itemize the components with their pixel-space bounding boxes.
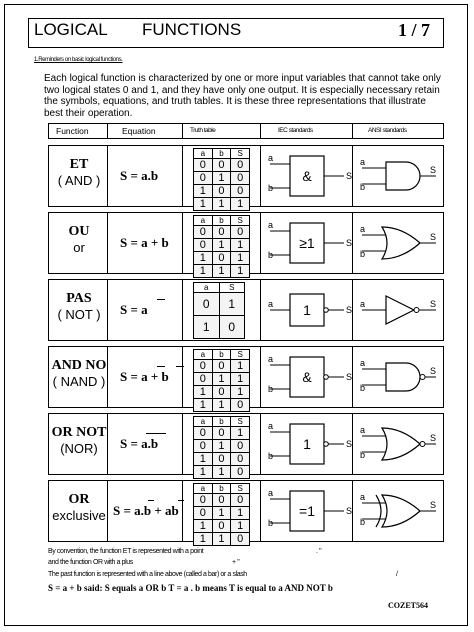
truth-table-cell: 0 — [194, 427, 213, 440]
ansi-gate-body — [386, 296, 414, 324]
truth-table-cell: 1 — [194, 533, 213, 546]
truth-table-cell: 1 — [212, 198, 231, 211]
truth-table-cell: 1 — [194, 399, 213, 412]
truth-table — [193, 349, 250, 412]
gate-pin-label: b — [360, 249, 366, 259]
gate-pin-label: S — [346, 439, 353, 449]
function-alias: ( NOT ) — [57, 307, 101, 322]
truth-table-row — [194, 466, 250, 479]
truth-table-header: a — [194, 149, 213, 159]
truth-table-header: a — [194, 350, 213, 360]
gate-pin-label: a — [268, 299, 274, 309]
truth-table-cell: 0 — [194, 440, 213, 453]
row-divider — [182, 212, 183, 274]
row-divider — [260, 346, 261, 408]
truth-table-cell: 1 — [231, 239, 250, 252]
function-name: OU — [68, 224, 90, 239]
truth-table-cell: 0 — [194, 239, 213, 252]
truth-table-cell: 0 — [212, 427, 231, 440]
truth-table-header: S — [231, 417, 250, 427]
truth-table-cell: 0 — [231, 159, 250, 172]
document-code: COZET564 — [388, 601, 429, 610]
negation-bar — [148, 500, 154, 501]
column-header-function: Function — [56, 126, 89, 136]
truth-table-row — [194, 453, 250, 466]
truth-table-cell: 0 — [194, 226, 213, 239]
iec-gate-label: 1 — [303, 436, 311, 452]
gate-pin-label: S — [346, 238, 353, 248]
truth-table-cell: 0 — [194, 507, 213, 520]
truth-table-cell: 0 — [231, 399, 250, 412]
gate-pin-label: b — [360, 383, 366, 393]
gate-pin-label: S — [346, 171, 353, 181]
function-equation: S = a + b — [120, 235, 169, 250]
footer-note-not-mark: / — [396, 571, 398, 578]
truth-table-cell: 1 — [231, 265, 250, 278]
function-name: AND NO — [51, 358, 107, 373]
truth-table-cell: 1 — [212, 399, 231, 412]
footer-note-and-mark: . " — [316, 548, 322, 555]
truth-table-cell: 1 — [231, 520, 250, 533]
ansi-gate-body — [382, 495, 420, 527]
function-alias: ( AND ) — [57, 173, 101, 188]
truth-table-header: S — [231, 350, 250, 360]
function-equation: S = a.b — [120, 436, 159, 451]
function-equation: S = a + b — [120, 369, 169, 384]
footer-example: S = a + b said: S equals a OR b T = a . b means T is equal to a AND NOT b — [48, 583, 333, 593]
truth-table-cell: 1 — [231, 373, 250, 386]
negation-bubble — [324, 308, 329, 313]
gate-pin-label: S — [346, 372, 353, 382]
row-divider — [182, 346, 183, 408]
truth-table-cell: 0 — [212, 252, 231, 265]
function-name: ET — [69, 157, 89, 172]
page-title-functions: FUNCTIONS — [142, 20, 242, 39]
row-divider — [260, 279, 261, 341]
truth-table-cell: 1 — [212, 507, 231, 520]
column-header-truth-table: Truth table — [190, 127, 216, 134]
gate-pin-label: a — [268, 153, 274, 163]
truth-table-row — [194, 399, 250, 412]
truth-table-row — [194, 185, 250, 198]
truth-table-cell: 1 — [194, 252, 213, 265]
footer-note-and: By convention, the function ET is represented with a point — [48, 548, 204, 555]
truth-table-cell: 1 — [194, 386, 213, 399]
truth-table-header: a — [194, 484, 213, 494]
truth-table-header: S — [231, 216, 250, 226]
truth-table-row — [194, 159, 250, 172]
gate-pin-label: S — [346, 305, 353, 315]
section-title: 1.Reminders on basic logical functions. — [34, 57, 123, 63]
truth-table-header: a — [194, 216, 213, 226]
truth-table-row — [194, 252, 250, 265]
truth-table-header: a — [194, 417, 213, 427]
truth-table-cell: 0 — [212, 360, 231, 373]
iec-gate-symbol — [264, 347, 354, 407]
truth-table-cell: 1 — [194, 198, 213, 211]
gate-pin-label: a — [360, 492, 366, 502]
truth-table-cell: 0 — [219, 316, 245, 339]
truth-table-cell: 1 — [231, 360, 250, 373]
footer-note-or-mark: + " — [232, 559, 240, 566]
truth-table-cell: 1 — [231, 427, 250, 440]
iec-gate-label: 1 — [303, 302, 311, 318]
truth-table-cell: 1 — [212, 533, 231, 546]
ansi-gate-body — [382, 428, 420, 460]
truth-table — [193, 215, 250, 278]
function-alias: exclusive — [52, 508, 106, 523]
truth-table-row — [194, 316, 245, 339]
truth-table-cell: 0 — [212, 520, 231, 533]
ansi-gate-symbol — [356, 347, 446, 407]
negation-bar — [154, 433, 166, 434]
ansi-gate-symbol — [356, 481, 446, 541]
truth-table-header: a — [194, 283, 220, 293]
negation-bubble — [414, 308, 419, 313]
gate-pin-label: b — [268, 518, 274, 528]
truth-table-cell: 1 — [231, 252, 250, 265]
row-divider — [182, 279, 183, 341]
function-equation: S = a — [120, 302, 148, 317]
gate-pin-label: a — [360, 299, 366, 309]
ansi-gate-body — [386, 162, 420, 190]
truth-table-cell: 1 — [212, 265, 231, 278]
ansi-gate-body — [386, 363, 420, 391]
truth-table-row — [194, 507, 250, 520]
truth-table-cell: 0 — [231, 440, 250, 453]
truth-table-row — [194, 373, 250, 386]
gate-pin-label: S — [430, 433, 437, 443]
gate-pin-label: a — [360, 425, 366, 435]
ansi-gate-symbol — [356, 213, 446, 273]
truth-table-cell: 0 — [194, 494, 213, 507]
truth-table-cell: 1 — [212, 239, 231, 252]
truth-table-header: S — [231, 149, 250, 159]
truth-table-row — [194, 226, 250, 239]
truth-table-cell: 0 — [194, 373, 213, 386]
gate-pin-label: b — [268, 451, 274, 461]
negation-bar — [157, 299, 165, 300]
function-alias: ( NAND ) — [52, 374, 106, 389]
gate-pin-label: S — [430, 165, 437, 175]
truth-table-row — [194, 172, 250, 185]
iec-gate-label: =1 — [299, 503, 315, 519]
ansi-gate-symbol — [356, 414, 446, 474]
negation-bubble — [420, 442, 425, 447]
gate-pin-label: a — [360, 358, 366, 368]
gate-pin-label: a — [360, 224, 366, 234]
iec-gate-label: & — [302, 168, 312, 184]
truth-table-row — [194, 520, 250, 533]
row-divider — [260, 212, 261, 274]
iec-gate-symbol — [264, 146, 354, 206]
column-header-equation: Equation — [122, 126, 156, 136]
negation-bubble — [324, 442, 329, 447]
negation-bar — [157, 366, 165, 367]
truth-table-cell: 1 — [212, 373, 231, 386]
truth-table — [193, 282, 245, 339]
gate-pin-label: b — [360, 450, 366, 460]
truth-table-cell: 0 — [212, 185, 231, 198]
truth-table-header: b — [212, 350, 231, 360]
gate-pin-label: S — [346, 506, 353, 516]
truth-table-cell: 1 — [231, 507, 250, 520]
gate-pin-label: a — [268, 421, 274, 431]
ansi-gate-symbol — [356, 146, 446, 206]
gate-pin-label: b — [360, 182, 366, 192]
truth-table-header: b — [212, 484, 231, 494]
truth-table-cell: 1 — [219, 293, 245, 316]
truth-table-cell: 0 — [212, 159, 231, 172]
row-divider — [182, 145, 183, 207]
gate-pin-label: b — [268, 183, 274, 193]
iec-gate-symbol — [264, 280, 354, 340]
truth-table-header: S — [231, 484, 250, 494]
truth-table-cell: 0 — [212, 226, 231, 239]
row-divider — [260, 413, 261, 475]
iec-gate-symbol — [264, 481, 354, 541]
truth-table-cell: 0 — [212, 386, 231, 399]
column-divider — [260, 123, 261, 139]
gate-pin-label: S — [430, 299, 437, 309]
truth-table-cell: 1 — [194, 185, 213, 198]
truth-table-row — [194, 533, 250, 546]
gate-pin-label: a — [360, 157, 366, 167]
truth-table-row — [194, 427, 250, 440]
truth-table-cell: 1 — [194, 316, 220, 339]
iec-gate-symbol — [264, 414, 354, 474]
truth-table-cell: 1 — [231, 198, 250, 211]
truth-table-cell: 1 — [231, 386, 250, 399]
truth-table-cell: 0 — [194, 172, 213, 185]
column-header-iec: IEC standards — [278, 127, 313, 134]
truth-table-cell: 1 — [212, 440, 231, 453]
xor-input-curve — [376, 495, 381, 527]
row-divider — [182, 413, 183, 475]
truth-table — [193, 416, 250, 479]
column-divider — [182, 123, 183, 139]
page-number: 1 / 7 — [398, 20, 431, 40]
truth-table-cell: 0 — [194, 360, 213, 373]
truth-table-cell: 0 — [212, 453, 231, 466]
iec-gate-label: & — [302, 369, 312, 385]
gate-pin-label: b — [268, 384, 274, 394]
gate-pin-label: a — [268, 488, 274, 498]
truth-table-cell: 1 — [212, 172, 231, 185]
function-alias: (NOR) — [60, 441, 98, 456]
truth-table-cell: 0 — [231, 185, 250, 198]
row-divider — [260, 480, 261, 542]
function-equation: S = a.b + ab — [113, 503, 179, 518]
truth-table-cell: 0 — [212, 494, 231, 507]
page-title: LOGICAL — [34, 20, 108, 39]
truth-table-cell: 0 — [231, 226, 250, 239]
gate-pin-label: a — [268, 220, 274, 230]
gate-pin-label: S — [430, 366, 437, 376]
negation-bar — [178, 500, 184, 501]
intro-paragraph: Each logical function is characterized by one or more input variables that cannot take only two logical states 0 and 1, and they have only one output. It is especially necessary retain the symbols, equations, and truth tables. It is these three representations that illustrate best their operation. — [44, 73, 441, 120]
truth-table-cell: 0 — [231, 172, 250, 185]
truth-table-cell: 0 — [194, 293, 220, 316]
column-divider — [107, 123, 108, 139]
truth-table-header: b — [212, 149, 231, 159]
gate-pin-label: b — [360, 517, 366, 527]
truth-table-row — [194, 239, 250, 252]
row-divider — [260, 145, 261, 207]
gate-pin-label: b — [268, 250, 274, 260]
truth-table-header: b — [212, 417, 231, 427]
ansi-gate-body — [382, 227, 420, 259]
truth-table-row — [194, 494, 250, 507]
function-alias: or — [73, 240, 85, 255]
function-name: OR NOT — [51, 425, 107, 440]
truth-table — [193, 148, 250, 211]
truth-table-row — [194, 440, 250, 453]
truth-table-cell: 0 — [231, 453, 250, 466]
gate-pin-label: a — [268, 354, 274, 364]
row-divider — [182, 480, 183, 542]
truth-table-cell: 0 — [231, 494, 250, 507]
truth-table-row — [194, 386, 250, 399]
truth-table-cell: 1 — [194, 520, 213, 533]
truth-table-header: b — [212, 216, 231, 226]
truth-table-cell: 1 — [194, 466, 213, 479]
ansi-gate-symbol — [356, 280, 446, 340]
negation-bubble — [420, 375, 425, 380]
truth-table-cell: 1 — [212, 466, 231, 479]
column-header-ansi: ANSI standards — [368, 127, 407, 134]
negation-bubble — [324, 375, 329, 380]
iec-gate-symbol — [264, 213, 354, 273]
truth-table-cell: 0 — [231, 533, 250, 546]
truth-table-cell: 1 — [194, 453, 213, 466]
gate-pin-label: S — [430, 232, 437, 242]
truth-table-row — [194, 293, 245, 316]
function-equation: S = a.b — [120, 168, 159, 183]
truth-table-cell: 0 — [194, 159, 213, 172]
truth-table-row — [194, 198, 250, 211]
truth-table — [193, 483, 250, 546]
truth-table-cell: 0 — [231, 466, 250, 479]
gate-pin-label: S — [430, 500, 437, 510]
truth-table-header: S — [219, 283, 245, 293]
function-name: PAS — [66, 291, 92, 306]
function-name: OR — [68, 492, 90, 507]
footer-note-or: and the function OR with a plus — [48, 559, 133, 566]
truth-table-cell: 1 — [194, 265, 213, 278]
footer-note-not: The past function is represented with a line above (called a bar) or a slash — [48, 571, 247, 578]
truth-table-row — [194, 360, 250, 373]
iec-gate-label: ≥1 — [299, 235, 315, 251]
truth-table-row — [194, 265, 250, 278]
column-divider — [352, 123, 353, 139]
negation-bar — [176, 366, 184, 367]
